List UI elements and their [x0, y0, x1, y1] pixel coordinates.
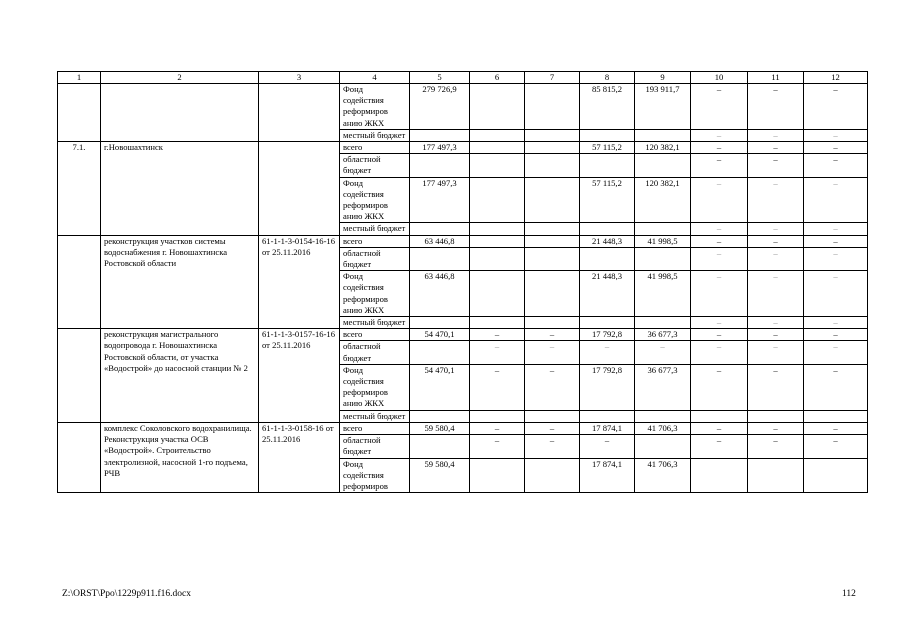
cell-dash: –	[691, 422, 748, 434]
cell-empty	[470, 271, 525, 317]
object-name	[101, 84, 259, 142]
cell-empty	[691, 458, 748, 493]
cell-dash: –	[804, 422, 868, 434]
cell-dash: 57 115,2	[580, 177, 635, 223]
cell-dash: –	[804, 329, 868, 341]
cell-dash: 21 448,3	[580, 271, 635, 317]
cell-empty	[525, 317, 580, 329]
cell-empty	[804, 410, 868, 422]
cell-empty	[635, 410, 691, 422]
cell-value: 193 911,7	[635, 84, 691, 130]
col-header: 10	[691, 72, 748, 84]
cell-empty	[470, 235, 525, 247]
table-row	[58, 142, 868, 154]
object-name: комплекс Соколовского водохранилища. Реконструкция участка ОСВ «Водострой». Строительство электролизной, насосной 1-го подъема, РЧВ	[101, 422, 259, 492]
cell-dash: –	[748, 422, 804, 434]
object-code: 61-1-1-3-0158-16 от 25.11.2016	[259, 422, 340, 492]
cell-dash: –	[748, 341, 804, 364]
cell-empty	[635, 154, 691, 177]
cell-dash: 17 792,8	[580, 364, 635, 410]
object-code: 61-1-1-3-0154-16-16 от 25.11.2016	[259, 235, 340, 329]
cell-dash: –	[691, 271, 748, 317]
cell-dash: –	[804, 84, 868, 130]
cell-dash: –	[580, 341, 635, 364]
cell-empty	[580, 317, 635, 329]
cell-empty	[525, 458, 580, 493]
cell-empty	[410, 410, 470, 422]
cell-dash: –	[470, 422, 525, 434]
cell-dash: 41 998,5	[635, 271, 691, 317]
cell-dash: –	[804, 177, 868, 223]
cell-dash: –	[804, 317, 868, 329]
cell-dash: –	[691, 329, 748, 341]
row-number	[58, 329, 101, 423]
cell-dash: –	[635, 341, 691, 364]
cell-empty	[410, 129, 470, 141]
col-header: 3	[259, 72, 340, 84]
cell-dash: –	[691, 142, 748, 154]
cell-dash: –	[525, 329, 580, 341]
cell-empty	[525, 223, 580, 235]
cell-dash: –	[804, 223, 868, 235]
cell-empty	[804, 458, 868, 493]
cell-empty	[470, 129, 525, 141]
cell-empty	[635, 129, 691, 141]
cell-dash: 59 580,4	[410, 458, 470, 493]
cell-empty	[525, 235, 580, 247]
funding-source: всего	[340, 329, 410, 341]
col-header: 11	[748, 72, 804, 84]
cell-dash: 57 115,2	[580, 142, 635, 154]
object-name: реконструкция магистрального водопровода г. Новошахтинска Ростовской области, от участка «Водострой» до насосной станции № 2	[101, 329, 259, 423]
table-row	[58, 235, 868, 247]
cell-empty	[525, 129, 580, 141]
object-code	[259, 142, 340, 236]
row-number	[58, 235, 101, 329]
col-header: 1	[58, 72, 101, 84]
funding-source: областной бюджет	[340, 435, 410, 458]
cell-empty	[470, 177, 525, 223]
cell-dash: –	[470, 364, 525, 410]
row-number: 7.1.	[58, 142, 101, 236]
cell-dash: 41 998,5	[635, 235, 691, 247]
page-number: 112	[842, 589, 856, 599]
cell-dash: –	[804, 341, 868, 364]
cell-empty	[410, 435, 470, 458]
funding-source: местный бюджет	[340, 317, 410, 329]
cell-dash: 59 580,4	[410, 422, 470, 434]
cell-dash: –	[525, 341, 580, 364]
cell-empty	[410, 247, 470, 270]
cell-empty	[470, 84, 525, 130]
cell-dash: 41 706,3	[635, 458, 691, 493]
cell-dash: –	[691, 223, 748, 235]
file-path: Z:\ORST\Ppo\1229p911.f16.docx	[62, 589, 191, 599]
cell-empty	[580, 410, 635, 422]
cell-empty	[691, 410, 748, 422]
cell-empty	[635, 223, 691, 235]
cell-dash: –	[580, 435, 635, 458]
cell-empty	[525, 84, 580, 130]
cell-empty	[748, 410, 804, 422]
funding-source: всего	[340, 142, 410, 154]
cell-empty	[525, 247, 580, 270]
cell-empty	[635, 317, 691, 329]
cell-dash: –	[804, 364, 868, 410]
col-header: 5	[410, 72, 470, 84]
cell-dash: –	[804, 129, 868, 141]
cell-dash: –	[525, 422, 580, 434]
cell-dash: –	[691, 435, 748, 458]
cell-dash: –	[804, 142, 868, 154]
cell-empty	[410, 223, 470, 235]
object-code	[259, 84, 340, 142]
cell-dash: –	[804, 154, 868, 177]
cell-empty	[525, 410, 580, 422]
cell-dash: –	[691, 364, 748, 410]
cell-dash: 41 706,3	[635, 422, 691, 434]
cell-dash: –	[691, 317, 748, 329]
cell-dash: 17 874,1	[580, 458, 635, 493]
row-number	[58, 422, 101, 492]
cell-dash: 63 446,8	[410, 235, 470, 247]
cell-dash: –	[691, 247, 748, 270]
cell-dash: –	[804, 247, 868, 270]
funding-source: всего	[340, 235, 410, 247]
cell-dash: –	[748, 223, 804, 235]
row-number	[58, 84, 101, 142]
cell-dash: –	[748, 247, 804, 270]
col-header: 12	[804, 72, 868, 84]
cell-dash: –	[748, 329, 804, 341]
cell-empty	[410, 154, 470, 177]
cell-dash: –	[691, 154, 748, 177]
cell-dash: 21 448,3	[580, 235, 635, 247]
cell-dash: –	[748, 271, 804, 317]
cell-dash: –	[804, 271, 868, 317]
cell-dash: –	[748, 435, 804, 458]
cell-empty	[748, 458, 804, 493]
cell-dash: 17 792,8	[580, 329, 635, 341]
header-row	[58, 72, 868, 84]
object-name: г.Новошахтинск	[101, 142, 259, 236]
cell-dash: 36 677,3	[635, 329, 691, 341]
col-header: 4	[340, 72, 410, 84]
cell-empty	[470, 317, 525, 329]
cell-dash: –	[691, 235, 748, 247]
cell-empty	[410, 341, 470, 364]
cell-empty	[470, 247, 525, 270]
cell-empty	[470, 410, 525, 422]
funding-source: Фонд содействия реформиров анию ЖКХ	[340, 364, 410, 410]
cell-dash: 120 382,1	[635, 142, 691, 154]
cell-dash: –	[691, 129, 748, 141]
cell-total: 279 726,9	[410, 84, 470, 130]
funding-source: местный бюджет	[340, 410, 410, 422]
funding-source: областной бюджет	[340, 341, 410, 364]
cell-empty	[635, 435, 691, 458]
cell-dash: 54 470,1	[410, 364, 470, 410]
funding-source: Фонд содействия реформиров анию ЖКХ	[340, 84, 410, 130]
col-header: 8	[580, 72, 635, 84]
cell-empty	[525, 271, 580, 317]
col-header: 2	[101, 72, 259, 84]
cell-dash: –	[470, 329, 525, 341]
object-name: реконструкция участков системы водоснабжения г. Новошахтинска Ростовской области	[101, 235, 259, 329]
table-row	[58, 422, 868, 434]
cell-empty	[470, 458, 525, 493]
cell-dash: –	[691, 341, 748, 364]
cell-empty	[580, 223, 635, 235]
cell-dash: –	[748, 84, 804, 130]
funding-source: Фонд содействия реформиров анию ЖКХ	[340, 271, 410, 317]
col-header: 6	[470, 72, 525, 84]
table-row	[58, 84, 868, 130]
cell-empty	[470, 223, 525, 235]
cell-dash: –	[804, 435, 868, 458]
funding-source: всего	[340, 422, 410, 434]
budget-table	[57, 71, 868, 493]
cell-dash: –	[691, 177, 748, 223]
cell-dash: –	[748, 154, 804, 177]
funding-source: областной бюджет	[340, 247, 410, 270]
cell-dash: 177 497,3	[410, 177, 470, 223]
cell-dash: 63 446,8	[410, 271, 470, 317]
funding-source: Фонд содействия реформиров анию ЖКХ	[340, 177, 410, 223]
cell-empty	[525, 154, 580, 177]
cell-empty	[470, 154, 525, 177]
cell-dash: –	[691, 84, 748, 130]
cell-empty	[470, 142, 525, 154]
cell-dash: –	[470, 435, 525, 458]
cell-empty	[580, 247, 635, 270]
cell-dash: –	[748, 129, 804, 141]
cell-dash: –	[748, 317, 804, 329]
cell-empty	[580, 154, 635, 177]
table-row	[58, 329, 868, 341]
cell-dash: –	[748, 364, 804, 410]
funding-source: местный бюджет	[340, 129, 410, 141]
cell-dash: –	[748, 177, 804, 223]
funding-source: областной бюджет	[340, 154, 410, 177]
cell-dash: –	[804, 235, 868, 247]
object-code: 61-1-1-3-0157-16-16 от 25.11.2016	[259, 329, 340, 423]
cell-dash: 36 677,3	[635, 364, 691, 410]
cell-empty	[525, 142, 580, 154]
cell-dash: –	[470, 341, 525, 364]
cell-dash: –	[748, 142, 804, 154]
cell-dash: 17 874,1	[580, 422, 635, 434]
cell-dash: 54 470,1	[410, 329, 470, 341]
cell-dash: –	[748, 235, 804, 247]
cell-dash: –	[525, 435, 580, 458]
cell-empty	[410, 317, 470, 329]
cell-dash: 120 382,1	[635, 177, 691, 223]
cell-dash: 177 497,3	[410, 142, 470, 154]
cell-empty	[580, 129, 635, 141]
col-header: 7	[525, 72, 580, 84]
cell-dash: –	[525, 364, 580, 410]
funding-source: Фонд содействия реформиров	[340, 458, 410, 493]
funding-source: местный бюджет	[340, 223, 410, 235]
cell-empty	[525, 177, 580, 223]
cell-value: 85 815,2	[580, 84, 635, 130]
cell-empty	[635, 247, 691, 270]
col-header: 9	[635, 72, 691, 84]
